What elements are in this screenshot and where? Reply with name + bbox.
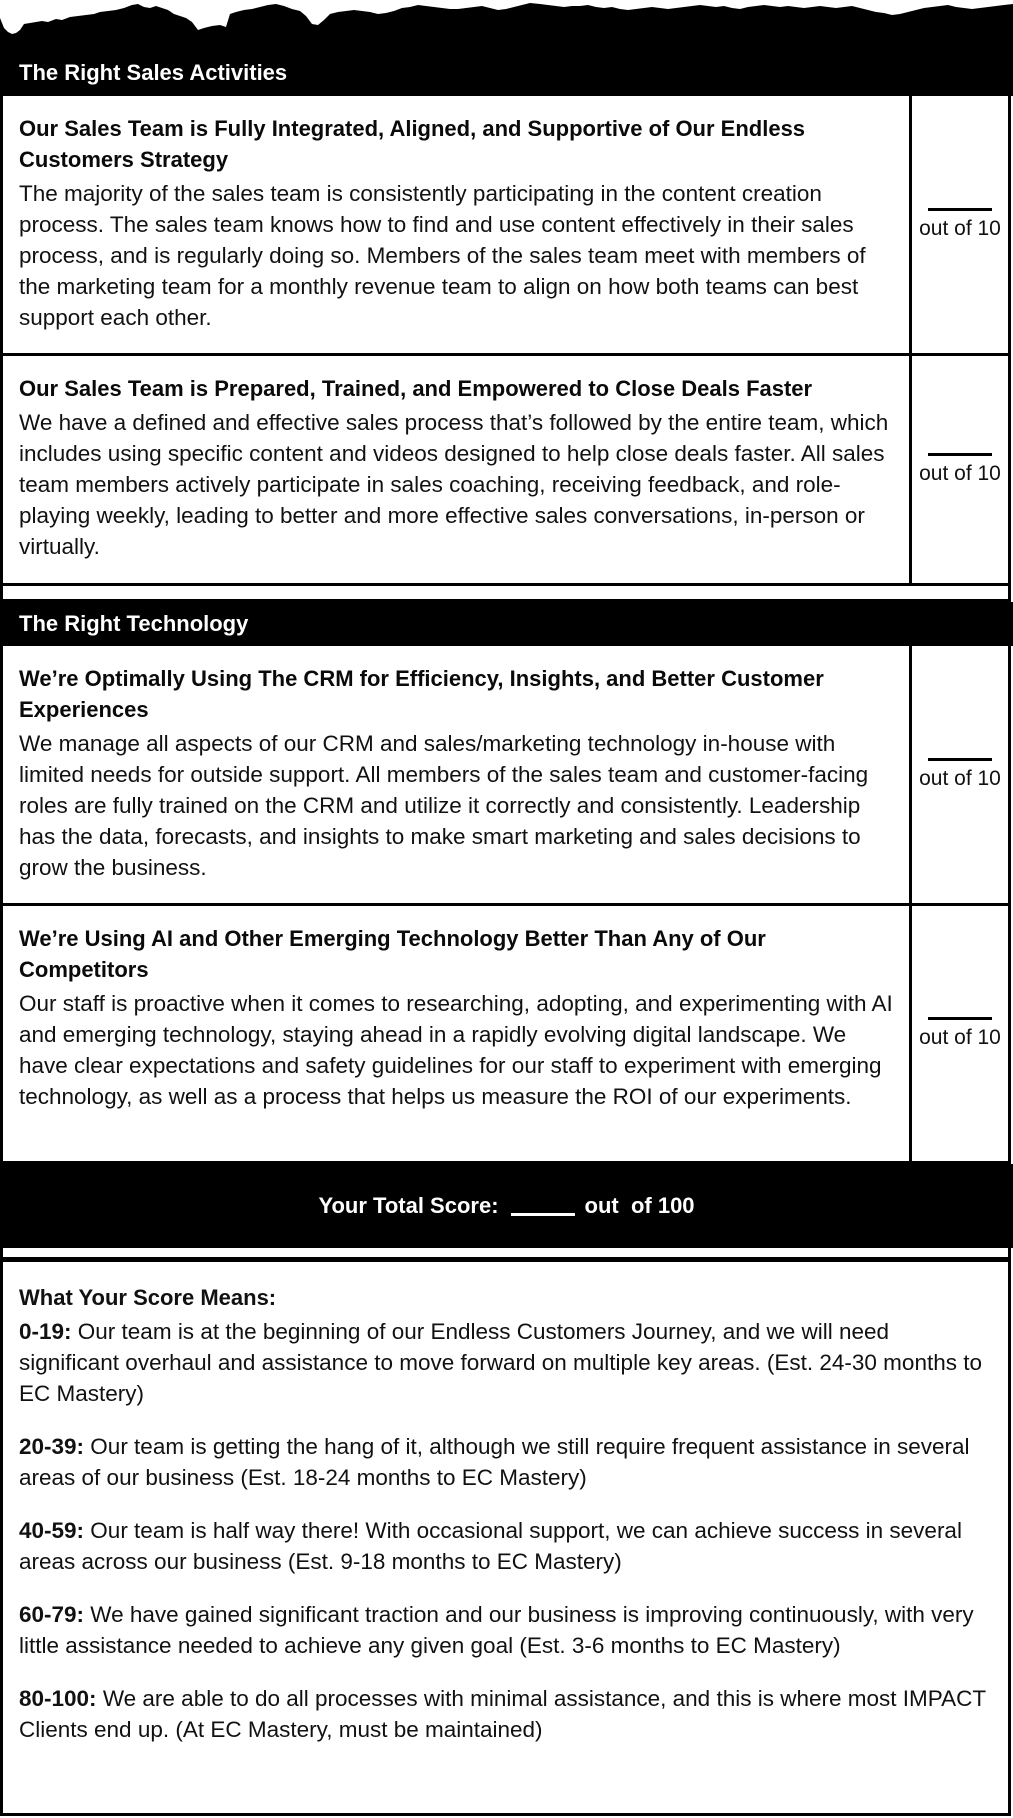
score-cell[interactable] — [912, 906, 1008, 1161]
row-description: The majority of the sales team is consistently participating in the content creation process. The sales team knows how to find and use content effectively in their sales process, and is regularly doing so. Members of the sales team meet with members of the marketing team for a monthly revenue team to align on how both teams can best support each other. — [19, 181, 866, 330]
score-meaning-box — [0, 1260, 1011, 1816]
score-label: out of 10 — [919, 462, 1001, 485]
score-blank-line[interactable] — [928, 208, 992, 211]
row-description: We manage all aspects of our CRM and sales/marketing technology in-house with limited needs for outside support. All members of the sales team and customer-facing roles are fully trained on the CRM and utilize it correctly and consistently. Leadership has the data, forecasts, and insights to make smart marketing and sales decisions to grow the business. — [19, 731, 869, 880]
score-range: 0-19: — [19, 1319, 72, 1344]
score-range-item — [19, 1515, 994, 1577]
score-range: 40-59: — [19, 1518, 85, 1543]
score-cell[interactable] — [912, 96, 1008, 353]
section-divider — [0, 586, 1011, 602]
assessment-row — [0, 906, 1011, 1164]
section-header-technology: The Right Technology — [0, 602, 1013, 646]
score-label: out of 10 — [919, 217, 1001, 240]
row-content — [3, 646, 912, 903]
score-range: 80-100: — [19, 1686, 97, 1711]
row-content — [3, 356, 912, 583]
score-range-item — [19, 1431, 994, 1493]
score-range-text: Our team is at the beginning of our Endless Customers Journey, and we will need significant overhaul and assistance to move forward on multiple key areas. (Est. 24-30 months to EC Mastery) — [19, 1319, 982, 1406]
row-description: Our staff is proactive when it comes to researching, adopting, and experimenting with AI and emerging technology, staying ahead in a rapidly evolving digital landscape. We have clear expectations and safety guidelines for our staff to experiment with emerging technology, as well as a process that helps us measure the ROI of our experiments. — [19, 991, 893, 1109]
score-label: out of 10 — [919, 1026, 1001, 1049]
row-title: We’re Optimally Using The CRM for Efficiency, Insights, and Better Customer Experiences — [19, 666, 824, 722]
total-score-blank[interactable] — [511, 1196, 575, 1216]
section-divider — [0, 1248, 1011, 1260]
score-cell[interactable] — [912, 646, 1008, 903]
score-blank-line[interactable] — [928, 453, 992, 456]
score-range: 60-79: — [19, 1602, 85, 1627]
score-label: out of 10 — [919, 767, 1001, 790]
score-range-text: We have gained significant traction and our business is improving continuously, with very little assistance needed to achieve any given goal (Est. 3-6 months to EC Mastery) — [19, 1602, 974, 1658]
section-header-sales-activities: The Right Sales Activities — [0, 50, 1013, 96]
assessment-row — [0, 96, 1011, 356]
row-title: We’re Using AI and Other Emerging Technology Better Than Any of Our Competitors — [19, 926, 766, 982]
score-range: 20-39: — [19, 1434, 85, 1459]
row-content — [3, 96, 912, 353]
row-content — [3, 906, 912, 1161]
score-blank-line[interactable] — [928, 1017, 992, 1020]
score-range-item — [19, 1683, 994, 1745]
assessment-row — [0, 646, 1011, 906]
score-range-item — [19, 1316, 994, 1409]
total-score-suffix: out of 100 — [584, 1193, 695, 1218]
row-title: Our Sales Team is Prepared, Trained, and Empowered to Close Deals Faster — [19, 376, 813, 401]
score-blank-line[interactable] — [928, 758, 992, 761]
row-title: Our Sales Team is Fully Integrated, Aligned, and Supportive of Our Endless Customers Strategy — [19, 116, 806, 172]
score-range-text: Our team is half way there! With occasional support, we can achieve success in several areas across our business (Est. 9-18 months to EC Mastery) — [19, 1518, 962, 1574]
score-range-item — [19, 1599, 994, 1661]
total-score-label: Your Total Score: — [318, 1193, 499, 1218]
score-cell[interactable] — [912, 356, 1008, 583]
total-score-band — [0, 1164, 1013, 1248]
row-description: We have a defined and effective sales process that’s followed by the entire team, which includes using specific content and videos designed to help close deals faster. All sales team members actively participate in sales coaching, receiving feedback, and role-playing weekly, leading to better and more effective sales conversations, in-person or virtually. — [19, 410, 889, 559]
score-range-text: Our team is getting the hang of it, although we still require frequent assistance in several areas of our business (Est. 18-24 months to EC Mastery) — [19, 1434, 970, 1490]
assessment-row — [0, 356, 1011, 586]
score-meaning-heading: What Your Score Means: — [19, 1285, 277, 1310]
score-range-text: We are able to do all processes with minimal assistance, and this is where most IMPACT Clients end up. (At EC Mastery, must be maintained) — [19, 1686, 986, 1742]
